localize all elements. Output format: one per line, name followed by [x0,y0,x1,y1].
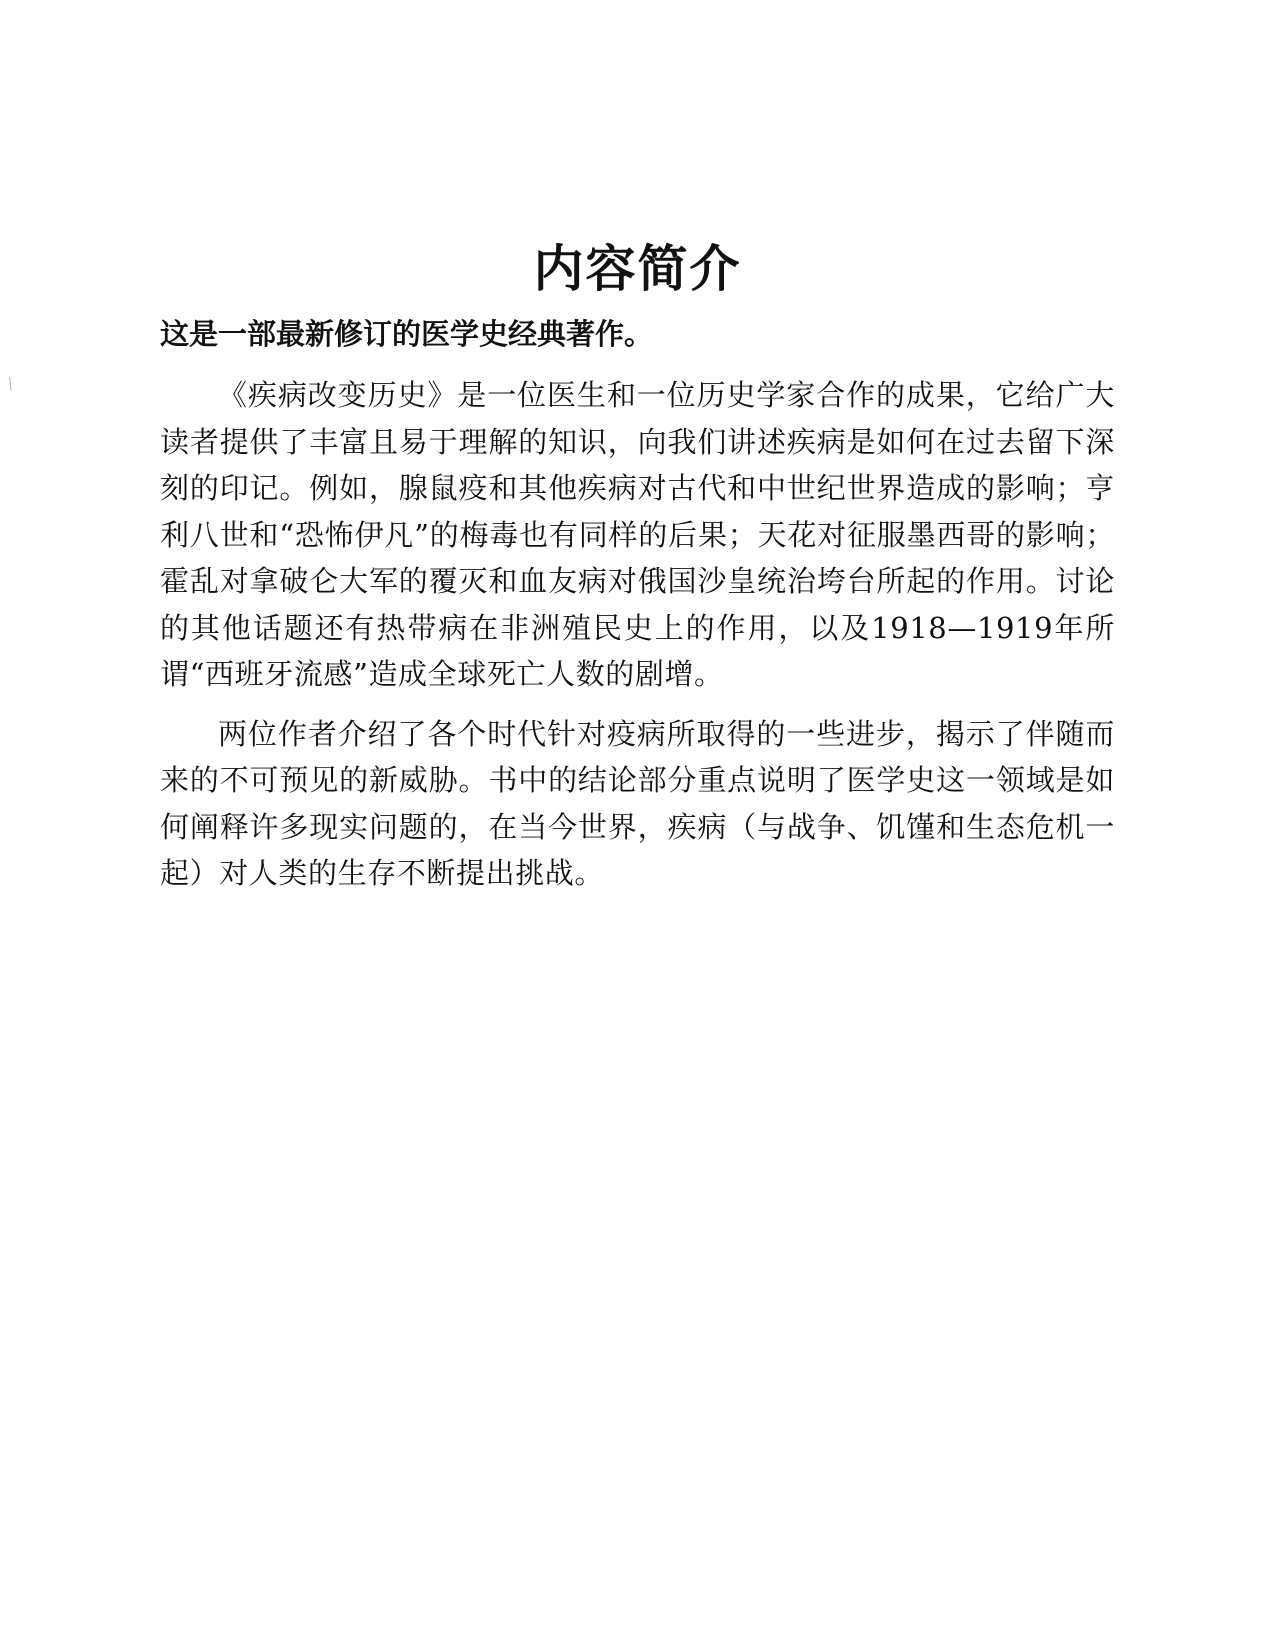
page-subtitle: 这是一部最新修订的医学史经典著作。 [160,317,654,351]
paragraph-2: 两位作者介绍了各个时代针对疫病所取得的一些进步，揭示了伴随而来的不可预见的新威胁。书中的结论部分重点说明了医学史这一领域是如何阐释许多现实问题的，在当今世界，疾病（与战争、饥馑和生态危机一起）对人类的生存不断提出挑战。 [160,716,1115,890]
scan-artifact-mark: ⟍ [1,375,19,395]
paragraph-1: 《疾病改变历史》是一位医生和一位历史学家合作的成果，它给广大读者提供了丰富且易于理解的知识，向我们讲述疾病是如何在过去留下深刻的印记。例如，腺鼠疫和其他疾病对古代和中世纪世界造成的影响；亨利八世和“恐怖伊凡”的梅毒也有同样的后果；天花对征服墨西哥的影响；霍乱对拿破仑大军的覆灭和血友病对俄国沙皇统治垮台所起的作用。讨论的其他话题还有热带病在非洲殖民史上的作用，以及1918—1919年所谓“西班牙流感”造成全球死亡人数的剧增。 [160,378,1115,691]
page-title: 内容简介 [533,240,742,298]
body-text [160,372,1115,897]
